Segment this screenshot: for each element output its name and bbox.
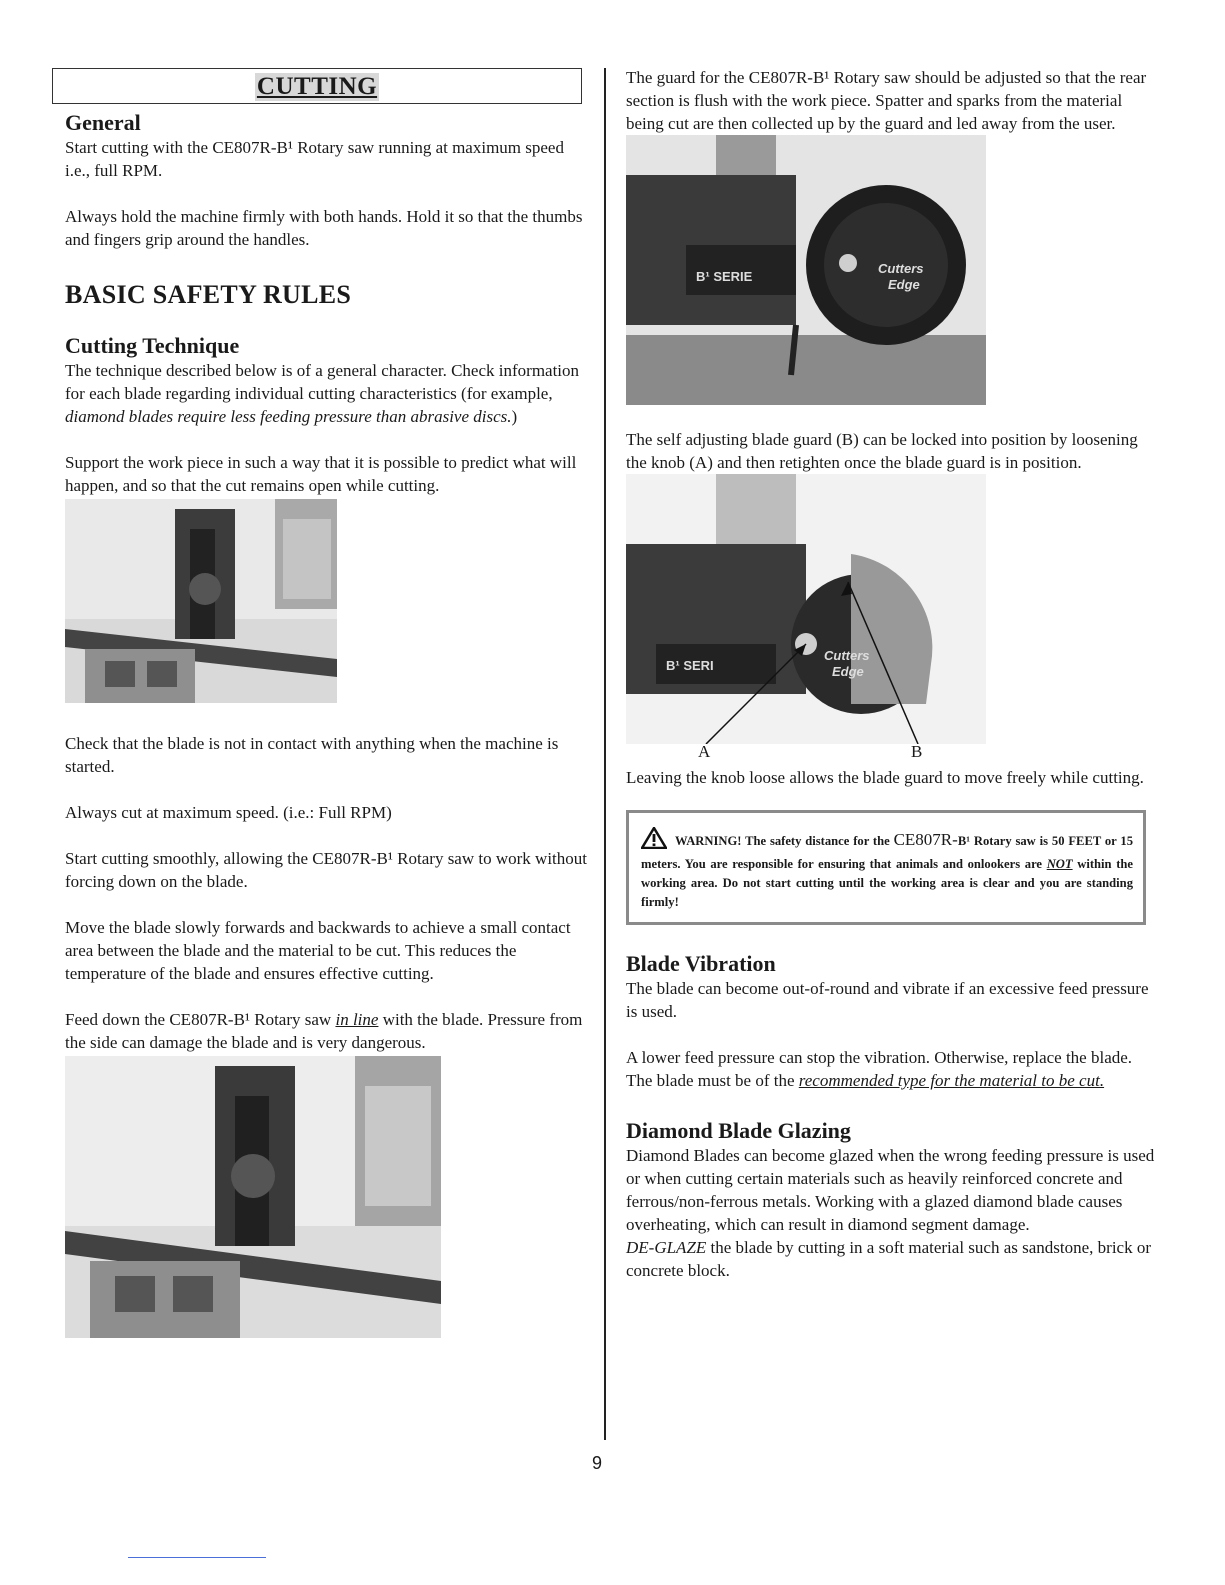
footer-link-line <box>128 1557 266 1558</box>
guard-paragraph: The guard for the CE807R-B¹ Rotary saw should be adjusted so that the rear section is flush with the work piece. Spatter and sparks from the material being cut are then collected up by the guard and led away from the user. <box>626 68 1147 133</box>
section-title: CUTTING <box>256 73 378 100</box>
general-paragraph-2: Always hold the machine firmly with both hands. Hold it so that the thumbs and fingers grip around the handles. <box>65 207 583 249</box>
right-column <box>626 66 1156 1282</box>
blade-vibration-heading: Blade Vibration <box>626 951 776 976</box>
cutting-technique-heading: Cutting Technique <box>65 333 240 358</box>
vibration-paragraph-2: A lower feed pressure can stop the vibration. Otherwise, replace the blade. The blade must be of the recommended type for the material to be cut. <box>626 1048 1133 1090</box>
svg-text:Cutters: Cutters <box>824 648 870 663</box>
page-number: 9 <box>592 1453 603 1473</box>
self-adjust-paragraph: The self adjusting blade guard (B) can be locked into position by loosening the knob (A) and then retighten once the blade guard is in position. <box>626 430 1138 472</box>
callout-label-a: A <box>698 742 711 761</box>
general-paragraph-1: Start cutting with the CE807R-B¹ Rotary saw running at maximum speed i.e., full RPM. <box>65 138 564 180</box>
technique-paragraph: The technique described below is of a general character. Check information for each blade regarding individual cutting characteristics (for example, diamond blades require less feeding pressure than abrasive discs.) <box>65 361 580 426</box>
blade-guard-photo <box>626 135 986 405</box>
cutting-photo-2 <box>65 1056 441 1338</box>
support-paragraph: Support the work piece in such a way that it is possible to predict what will happen, and so that the cut remains open while cutting. <box>65 453 577 495</box>
svg-text:Edge: Edge <box>888 277 920 292</box>
callout-label-b: B <box>911 742 923 761</box>
svg-text:Edge: Edge <box>832 664 864 679</box>
svg-text:B¹ SERIE: B¹ SERIE <box>696 269 753 284</box>
safety-rules-heading: BASIC SAFETY RULES <box>65 280 352 309</box>
section-title-box <box>52 68 582 104</box>
column-divider <box>604 68 606 1440</box>
general-heading: General <box>65 110 141 135</box>
warning-box <box>626 810 1146 925</box>
max-speed-paragraph: Always cut at maximum speed. (i.e.: Full RPM) <box>65 803 392 822</box>
diamond-glazing-heading: Diamond Blade Glazing <box>626 1118 851 1143</box>
cutting-photo-1 <box>65 499 337 703</box>
svg-text:Cutters: Cutters <box>878 261 924 276</box>
move-blade-paragraph: Move the blade slowly forwards and backwards to achieve a small contact area between the blade and the material to be cut. This reduces the temperature of the blade and ensures effective cutting. <box>65 918 571 983</box>
leaving-paragraph: Leaving the knob loose allows the blade guard to move freely while cutting. <box>626 768 1144 787</box>
callout-labels <box>626 744 1156 766</box>
svg-text:B¹ SERI: B¹ SERI <box>666 658 714 673</box>
feed-down-paragraph: Feed down the CE807R-B¹ Rotary saw in line with the blade. Pressure from the side can damage the blade and is very dangerous. <box>65 1010 583 1052</box>
check-paragraph: Check that the blade is not in contact with anything when the machine is started. <box>65 734 559 776</box>
glazing-paragraph: Diamond Blades can become glazed when the wrong feeding pressure is used or when cutting certain materials such as heavily reinforced concrete and ferrous/non-ferrous metals. Working with a glazed diamond blade causes overheating, which can result in diamond segment damage. <box>626 1146 1155 1234</box>
warning-text: WARNING! The safety distance for the CE807R-B¹ Rotary saw is 50 FEET or 15 meters. You are responsible for ensuring that animals and onlookers are NOT within the working area. Do not start cutting until the working area is clear and you are standing firmly! <box>641 827 1133 912</box>
warning-triangle-icon <box>641 827 667 855</box>
deglaze-paragraph: DE-GLAZE the blade by cutting in a soft material such as sandstone, brick or concrete block. <box>626 1238 1151 1280</box>
vibration-paragraph-1: The blade can become out-of-round and vibrate if an excessive feed pressure is used. <box>626 979 1149 1021</box>
start-smoothly-paragraph: Start cutting smoothly, allowing the CE807R-B¹ Rotary saw to work without forcing down on the blade. <box>65 849 587 891</box>
left-column <box>52 66 588 1338</box>
knob-photo <box>626 474 986 744</box>
